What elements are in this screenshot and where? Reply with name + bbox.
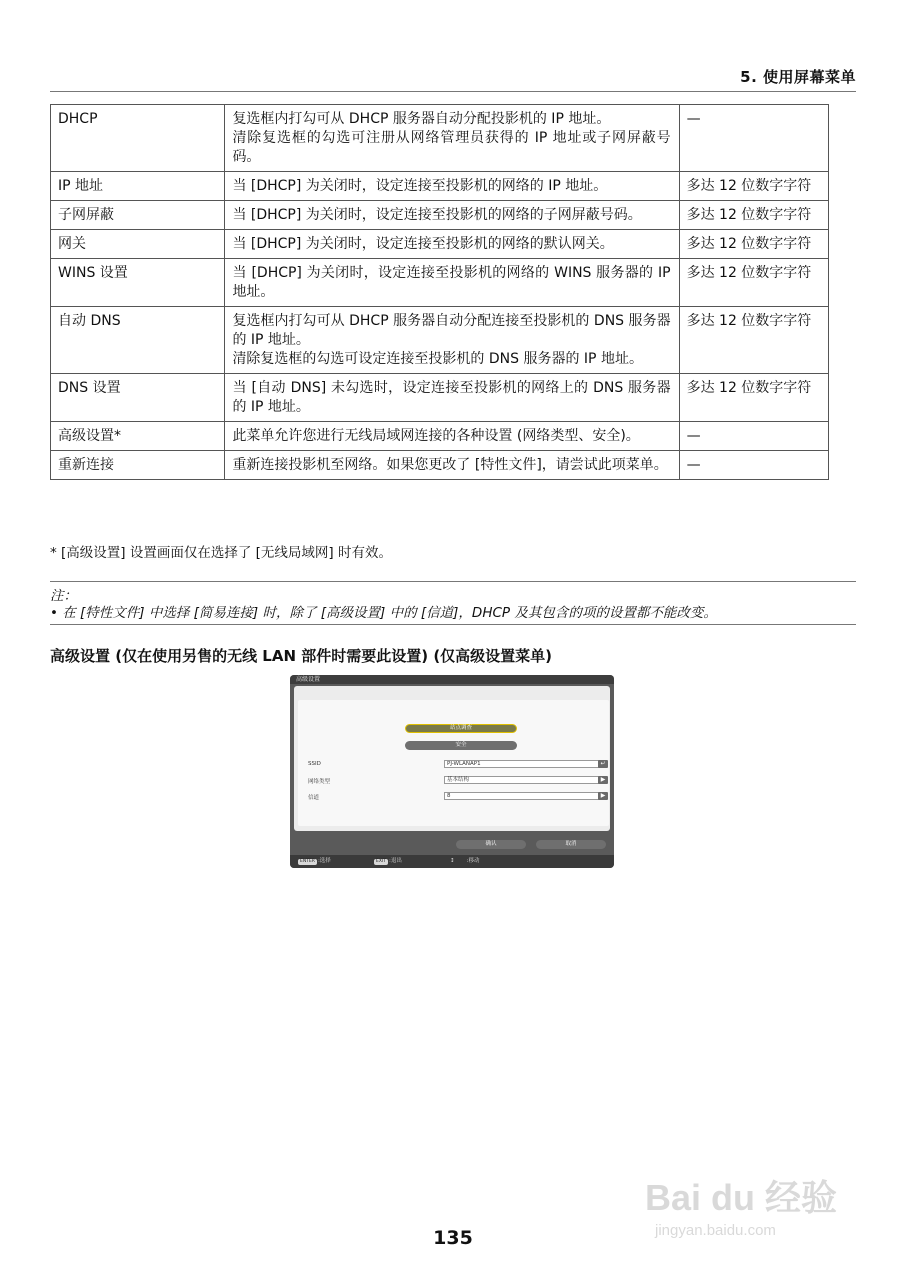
setting-name-cell: 子网屏蔽 [51, 201, 225, 230]
site-survey-button[interactable]: 站点调查 [405, 724, 517, 733]
ok-button[interactable]: 确认 [456, 840, 526, 849]
menu-inner-panel [298, 700, 609, 826]
watermark-logo-text: Bai du 经验 [645, 1177, 838, 1218]
page-number: 135 [433, 1227, 473, 1249]
table-row [51, 259, 829, 307]
menu-title: 高级设置 [290, 675, 614, 684]
footer-move-hint [450, 855, 479, 868]
setting-name-cell: IP 地址 [51, 172, 225, 201]
note-label: 注： [50, 588, 77, 604]
table-row [51, 172, 829, 201]
setting-description-cell [225, 105, 679, 172]
table-footnote: * [高级设置] 设置画面仅在选择了 [无线局域网] 时有效。 [50, 545, 392, 561]
network-type-field[interactable]: 基本结构 [444, 776, 604, 784]
description-paragraph: 复选框内打勾可从 DHCP 服务器自动分配投影机的 IP 地址。 [232, 111, 611, 127]
advanced-settings-menu [290, 675, 614, 868]
enter-icon[interactable]: ↵ [598, 760, 608, 768]
description-paragraph: 此菜单允许您进行无线局域网连接的各种设置 (网络类型、安全)。 [232, 428, 640, 444]
setting-value-cell: — [679, 451, 828, 480]
note-body: • 在 [特性文件] 中选择 [简易连接] 时，除了 [高级设置] 中的 [信道]，DHCP 及其包含的项的设置都不能改变。 [50, 605, 717, 621]
table-row [51, 451, 829, 480]
setting-value-cell: — [679, 105, 828, 172]
setting-name-cell: DHCP [51, 105, 225, 172]
arrow-right-icon[interactable]: ▶ [598, 792, 608, 800]
menu-panel [294, 686, 610, 831]
table-row [51, 201, 829, 230]
enter-hint-label: :选择 [317, 858, 331, 864]
setting-description-cell [225, 422, 679, 451]
channel-field[interactable]: 8 [444, 792, 604, 800]
footer-enter-hint [298, 855, 331, 868]
network-type-label: 网络类型 [308, 779, 331, 785]
watermark-url: jingyan.baidu.com [655, 1222, 776, 1239]
setting-value-cell: 多达 12 位数字字符 [679, 172, 828, 201]
settings-table [50, 104, 829, 480]
table-row [51, 230, 829, 259]
enter-key-icon: ENTER [300, 859, 315, 864]
setting-value-cell: — [679, 422, 828, 451]
setting-value-cell: 多达 12 位数字字符 [679, 230, 828, 259]
note-bottom-divider [50, 624, 856, 625]
updown-arrow-icon: ↕ [450, 858, 455, 864]
table-row [51, 105, 829, 172]
arrow-right-icon[interactable]: ▶ [598, 776, 608, 784]
footer-exit-hint [374, 855, 402, 868]
setting-description-cell [225, 374, 679, 422]
exit-hint-label: :退出 [389, 858, 402, 864]
setting-description-cell [225, 307, 679, 374]
setting-name-cell: WINS 设置 [51, 259, 225, 307]
description-paragraph: 清除复选框的勾选可设定连接至投影机的 DNS 服务器的 IP 地址。 [232, 351, 643, 367]
setting-value-cell: 多达 12 位数字字符 [679, 374, 828, 422]
setting-name-cell: 重新连接 [51, 451, 225, 480]
setting-value-cell: 多达 12 位数字字符 [679, 201, 828, 230]
description-paragraph: 当 [DHCP] 为关闭时，设定连接至投影机的网络的子网屏蔽号码。 [232, 207, 642, 223]
section-header: 5. 使用屏幕菜单 [740, 68, 856, 86]
setting-description-cell [225, 172, 679, 201]
exit-key-icon: EXIT [376, 859, 387, 864]
security-button[interactable]: 安全 [405, 741, 517, 750]
cancel-button[interactable]: 取消 [536, 840, 606, 849]
setting-value-cell: 多达 12 位数字字符 [679, 259, 828, 307]
table-row [51, 307, 829, 374]
setting-name-cell: DNS 设置 [51, 374, 225, 422]
table-row [51, 374, 829, 422]
move-hint-label: :移动 [466, 858, 480, 864]
description-paragraph: 重新连接投影机至网络。如果您更改了 [特性文件]，请尝试此项菜单。 [232, 457, 668, 473]
header-divider [50, 91, 856, 92]
table-row [51, 422, 829, 451]
setting-value-cell: 多达 12 位数字字符 [679, 307, 828, 374]
description-paragraph: 当 [自动 DNS] 未勾选时，设定连接至投影机的网络上的 DNS 服务器的 IP 地址。 [232, 380, 671, 415]
setting-description-cell [225, 259, 679, 307]
setting-description-cell [225, 230, 679, 259]
description-paragraph: 清除复选框的勾选可注册从网络管理员获得的 IP 地址或子网屏蔽号码。 [232, 130, 671, 165]
channel-label: 信道 [308, 795, 320, 801]
setting-name-cell: 自动 DNS [51, 307, 225, 374]
setting-name-cell: 网关 [51, 230, 225, 259]
ssid-field[interactable]: PJ-WLANAP1 [444, 760, 604, 768]
setting-name-cell: 高级设置* [51, 422, 225, 451]
description-paragraph: 复选框内打勾可从 DHCP 服务器自动分配连接至投影机的 DNS 服务器的 IP 地址。 [232, 313, 671, 348]
section-title: 高级设置 (仅在使用另售的无线 LAN 部件时需要此设置) (仅高级设置菜单) [50, 647, 553, 665]
setting-description-cell [225, 451, 679, 480]
description-paragraph: 当 [DHCP] 为关闭时，设定连接至投影机的网络的 WINS 服务器的 IP 地址。 [232, 265, 671, 300]
ssid-label: SSID [308, 761, 321, 767]
menu-footer [290, 855, 614, 868]
note-top-divider [50, 581, 856, 582]
description-paragraph: 当 [DHCP] 为关闭时，设定连接至投影机的网络的默认网关。 [232, 236, 614, 252]
description-paragraph: 当 [DHCP] 为关闭时，设定连接至投影机的网络的 IP 地址。 [232, 178, 608, 194]
setting-description-cell [225, 201, 679, 230]
